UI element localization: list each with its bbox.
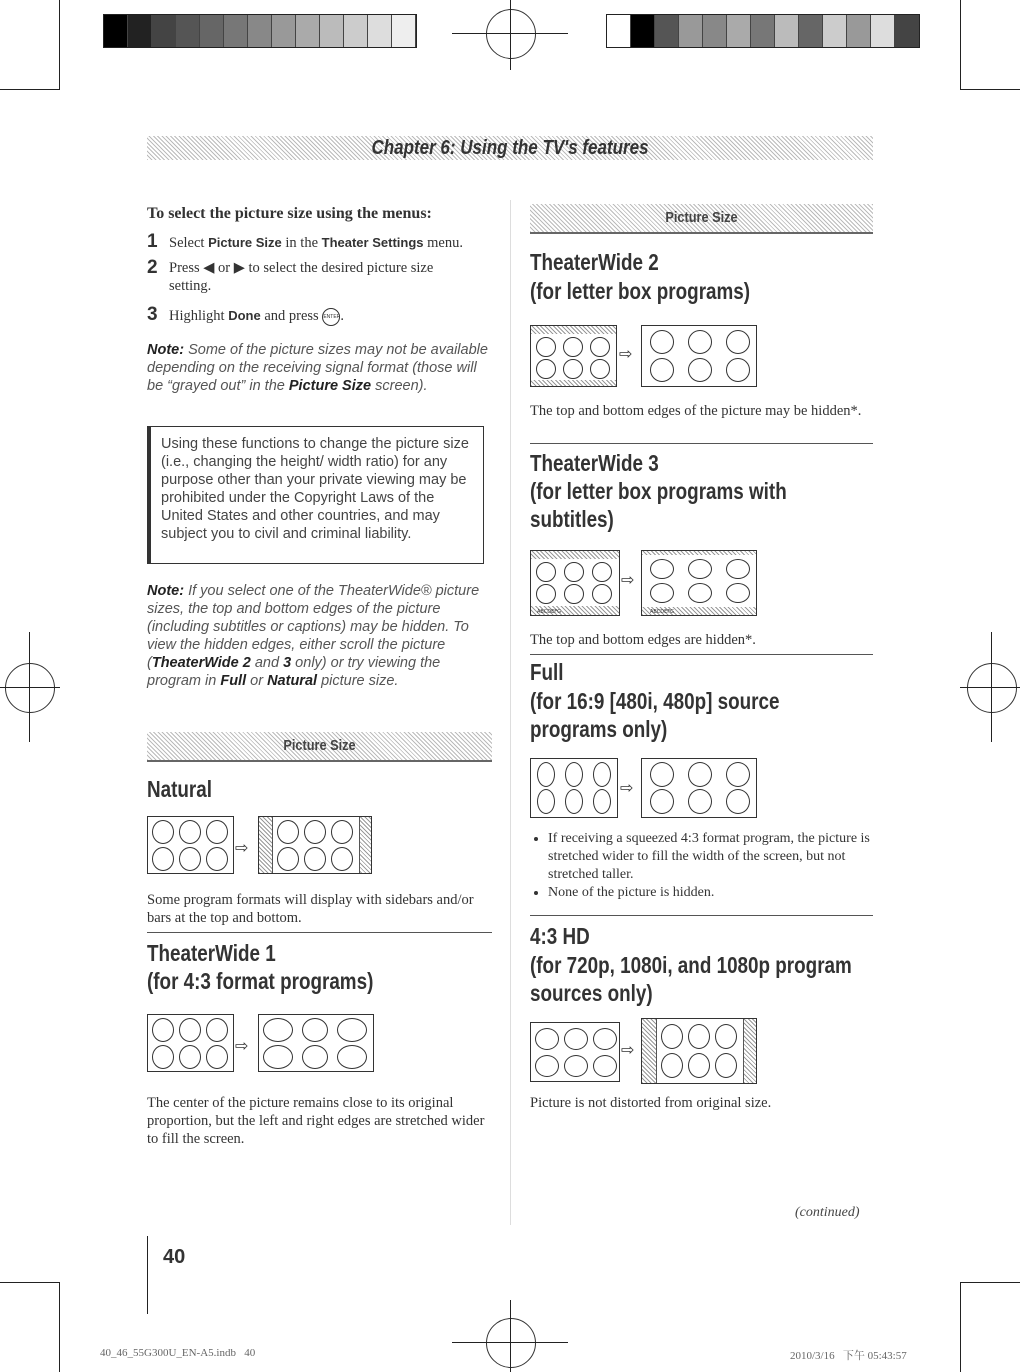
- registration-mark: [510, 1300, 511, 1372]
- crop-mark: [960, 89, 1020, 90]
- page-number: 40: [163, 1246, 186, 1268]
- registration-mark: [0, 687, 60, 688]
- divider: [530, 915, 873, 916]
- footer-timestamp: 2010/3/16 下午 05:43:57: [790, 1350, 907, 1362]
- natural-description: Some program formats will display with sidebars and/or bars at the top and bottom.: [147, 892, 474, 926]
- note-grayed-out: Note: Some of the picture sizes may not be available depending on the receiving signal format (those will be “grayed out” in the Picture Size screen).: [147, 342, 488, 394]
- tw1-result-screen: [258, 1014, 374, 1072]
- registration-mark: [486, 9, 536, 59]
- natural-source-screen: [147, 816, 234, 874]
- copyright-warning-box: Using these functions to change the picture size (i.e., changing the height/ width ratio) for any purpose other than your private viewing may be prohibited under the Copyright Laws of the United States and other countries, and may subject you to civil and criminal liability.: [147, 426, 484, 564]
- theaterwide2-subtitle: (for letter box programs): [530, 278, 751, 304]
- registration-mark: [967, 663, 1017, 713]
- crop-mark: [0, 1282, 60, 1283]
- enter-button-icon: ENTER: [322, 308, 340, 326]
- chapter-title: Chapter 6: Using the TV's features: [371, 137, 649, 159]
- divider: [530, 443, 873, 444]
- theaterwide3-title: TheaterWide 3: [530, 450, 659, 476]
- note-theaterwide: Note: If you select one of the TheaterWide® picture sizes, the top and bottom edges of the picture (including subtitles or captions) may be hidden. To view the hidden edges, either scroll the picture (TheaterWide 2 and 3 only) or try viewing the program in Full or Natural picture size.: [147, 583, 480, 689]
- full-result-screen: [641, 758, 757, 818]
- crop-mark: [59, 1282, 60, 1372]
- arrow-icon: ⇨: [235, 1036, 249, 1055]
- divider: [147, 932, 492, 933]
- step-3: 3 Highlight Done and press ENTER.: [147, 304, 344, 325]
- hd-subtitle: (for 720p, 1080i, and 1080p program: [530, 952, 852, 978]
- crop-mark: [59, 0, 60, 90]
- chapter-header: [147, 136, 873, 160]
- subtitle-text: ABCDEFG: [537, 609, 562, 615]
- full-bullet-list: [530, 830, 873, 902]
- step-2: 2 Press ◀ or ▶ to select the desired picture size setting.: [147, 257, 434, 294]
- arrow-icon: ⇨: [621, 1040, 635, 1059]
- arrow-icon: ⇨: [235, 838, 249, 857]
- arrow-icon: ⇨: [621, 570, 635, 589]
- theaterwide3-subtitle: (for letter box programs with: [530, 478, 787, 504]
- hd-source-screen: [530, 1022, 620, 1082]
- natural-title: Natural: [147, 776, 212, 802]
- full-subtitle-2: programs only): [530, 716, 668, 742]
- procedure-heading: To select the picture size using the menus:: [147, 205, 432, 222]
- list-item: • None of the picture is hidden.: [548, 884, 873, 902]
- registration-mark: [960, 687, 1020, 688]
- theaterwide1-title: TheaterWide 1: [147, 940, 276, 966]
- hd-description: Picture is not distorted from original size.: [530, 1095, 772, 1111]
- footer-file-info: 40_46_55G300U_EN-A5.indb 40: [100, 1347, 256, 1359]
- tw2-source-screen: [530, 325, 617, 387]
- subtitle-text: ABCDEFG: [650, 609, 675, 615]
- crop-mark: [960, 1282, 1020, 1283]
- arrow-icon: ⇨: [619, 344, 633, 363]
- tw2-description: The top and bottom edges of the picture may be hidden*.: [530, 403, 862, 419]
- crop-mark: [960, 0, 961, 90]
- list-item: • If receiving a squeezed 4:3 format program, the picture is stretched wider to fill the width of the screen, but not stretched taller.: [548, 830, 873, 884]
- tw2-result-screen: [641, 325, 757, 387]
- natural-result-screen: [258, 816, 372, 874]
- page-number-rule: [147, 1236, 148, 1314]
- tw3-source-screen: [530, 550, 620, 616]
- tw3-result-screen: [641, 550, 757, 616]
- crop-mark: [0, 89, 60, 90]
- section-bar-picture-size: Picture Size: [147, 732, 492, 762]
- registration-mark: [5, 663, 55, 713]
- step-1: 1 Select Picture Size in the Theater Settings menu.: [147, 231, 463, 252]
- theaterwide1-subtitle: (for 4:3 format programs): [147, 968, 374, 994]
- full-title: Full: [530, 659, 564, 685]
- color-bar-left: [103, 14, 417, 48]
- registration-mark: [510, 0, 511, 70]
- crop-mark: [960, 1282, 961, 1372]
- hd-result-screen: [641, 1018, 757, 1084]
- full-subtitle: (for 16:9 [480i, 480p] source: [530, 688, 780, 714]
- tw1-source-screen: [147, 1014, 234, 1072]
- theaterwide2-title: TheaterWide 2: [530, 249, 659, 275]
- column-divider: [510, 200, 511, 1225]
- tw3-description: The top and bottom edges are hidden*.: [530, 632, 756, 648]
- color-bar-right: [606, 14, 920, 48]
- continued-label: (continued): [795, 1205, 860, 1220]
- tw1-description: The center of the picture remains close to its original proportion, but the left and right edges are stretched wider to fill the screen.: [147, 1095, 485, 1147]
- registration-mark: [486, 1318, 536, 1368]
- arrow-icon: ⇨: [620, 778, 634, 797]
- section-bar-picture-size: Picture Size: [530, 204, 873, 234]
- theaterwide3-subtitle-2: subtitles): [530, 506, 614, 532]
- full-source-screen: [530, 758, 618, 818]
- hd-subtitle-2: sources only): [530, 980, 653, 1006]
- divider: [530, 654, 873, 655]
- hd-title: 4:3 HD: [530, 923, 590, 949]
